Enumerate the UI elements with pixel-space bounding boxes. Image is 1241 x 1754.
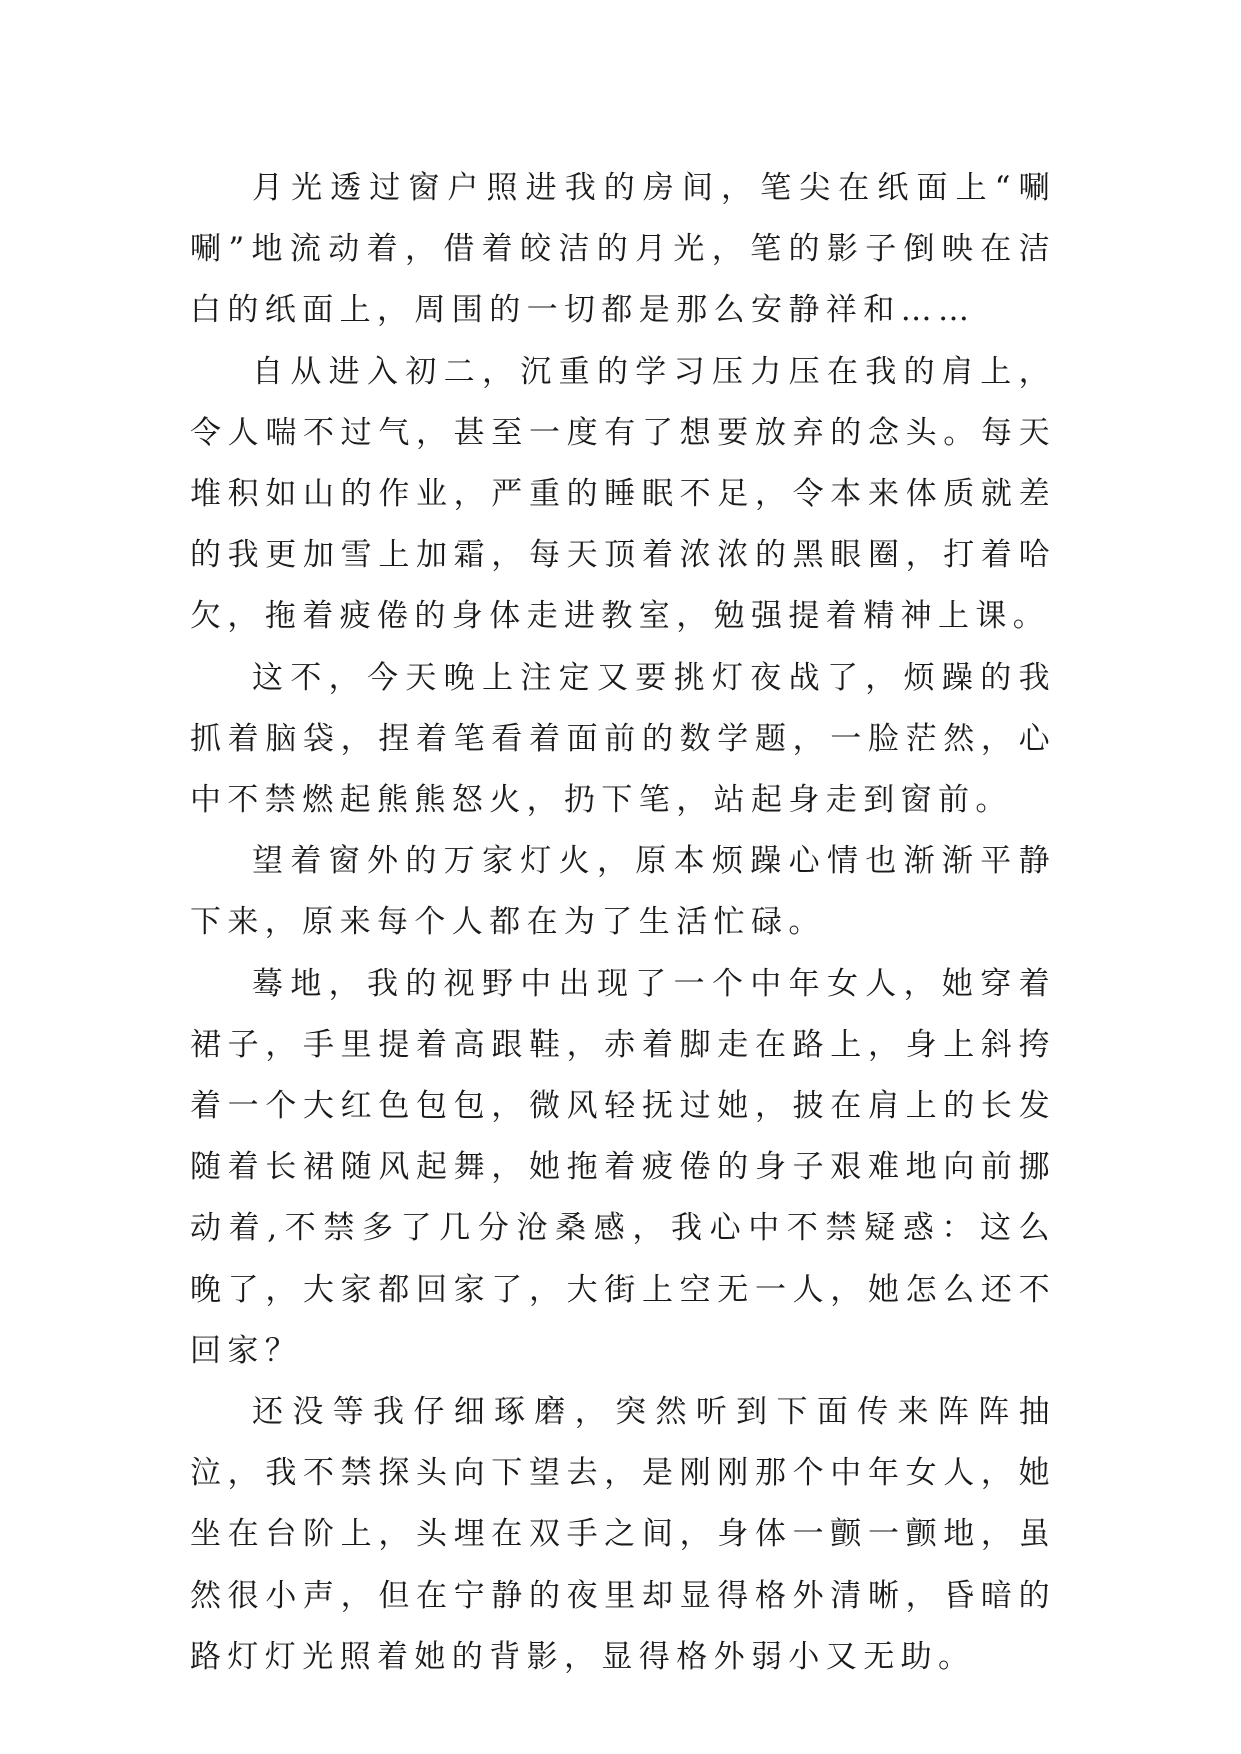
paragraph-3: 这不，今天晚上注定又要挑灯夜战了，烦躁的我抓着脑袋，捏着笔看着面前的数学题，一脸茫然，心中不禁燃起熊熊怒火，扔下笔，站起身走到窗前。 [190, 659, 1056, 819]
paragraph-5: 蓦地，我的视野中出现了一个中年女人，她穿着裙子，手里提着高跟鞋，赤着脚走在路上，身上斜挎着一个大红色包包，微风轻抚过她，披在肩上的长发随着长裙随风起舞，她拖着疲倦的身子艰难地向前挪动着,不禁多了几分沧桑感，我心中不禁疑惑：这么晚了，大家都回家了，大街上空无一人，她怎么还不回家？ [190, 965, 1056, 1369]
paragraph-4: 望着窗外的万家灯火，原本烦躁心情也渐渐平静下来，原来每个人都在为了生活忙碌。 [190, 843, 1056, 941]
document-body [190, 158, 1056, 1688]
paragraph-2: 自从进入初二，沉重的学习压力压在我的肩上，令人喘不过气，甚至一度有了想要放弃的念头。每天堆积如山的作业，严重的睡眠不足，令本来体质就差的我更加雪上加霜，每天顶着浓浓的黑眼圈，打着哈欠，拖着疲倦的身体走进教室，勉强提着精神上课。 [190, 353, 1056, 635]
paragraph-1: 月光透过窗户照进我的房间，笔尖在纸面上“唰唰”地流动着，借着皎洁的月光，笔的影子倒映在洁白的纸面上，周围的一切都是那么安静祥和…… [190, 170, 1056, 329]
paragraph-6: 还没等我仔细琢磨，突然听到下面传来阵阵抽泣，我不禁探头向下望去，是刚刚那个中年女人，她坐在台阶上，头埋在双手之间，身体一颤一颤地，虽然很小声，但在宁静的夜里却显得格外清晰，昏暗的路灯灯光照着她的背影，显得格外弱小又无助。 [190, 1394, 1056, 1675]
